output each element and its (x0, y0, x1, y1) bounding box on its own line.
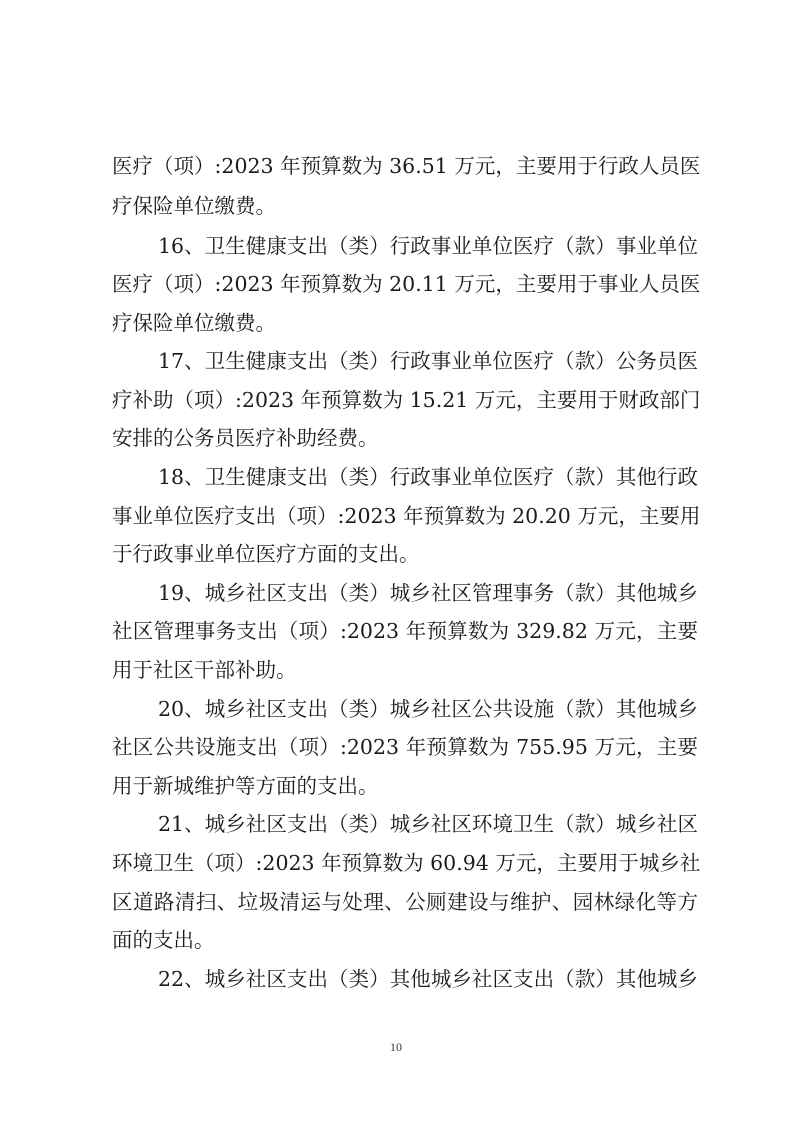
text-line: 疗保险单位缴费。 (112, 311, 276, 335)
paragraph-21-start: 21、城乡社区支出（类）城乡社区环境卫生（款）城乡社区 (158, 812, 698, 836)
text-line: 事业单位医疗支出（项）:2023 年预算数为 20.20 万元，主要用 (112, 504, 701, 528)
text-line: 社区管理事务支出（项）:2023 年预算数为 329.82 万元，主要 (112, 619, 698, 643)
text-line: 面的支出。 (112, 928, 215, 952)
text-line: 用于新城维护等方面的支出。 (112, 774, 379, 798)
text-line: 安排的公务员医疗补助经费。 (112, 426, 379, 450)
paragraph-18-start: 18、卫生健康支出（类）行政事业单位医疗（款）其他行政 (158, 465, 698, 489)
paragraph-20-start: 20、城乡社区支出（类）城乡社区公共设施（款）其他城乡 (158, 697, 698, 721)
text-line: 环境卫生（项）:2023 年预算数为 60.94 万元，主要用于城乡社 (112, 851, 701, 875)
page-number: 10 (390, 1040, 402, 1054)
text-line: 社区公共设施支出（项）:2023 年预算数为 755.95 万元，主要 (112, 735, 698, 759)
text-line: 于行政事业单位医疗方面的支出。 (112, 542, 420, 566)
text-line: 用于社区干部补助。 (112, 658, 297, 682)
text-line: 疗保险单位缴费。 (112, 194, 276, 218)
paragraph-17-start: 17、卫生健康支出（类）行政事业单位医疗（款）公务员医 (158, 349, 698, 373)
text-line: 区道路清扫、垃圾清运与处理、公厕建设与维护、园林绿化等方 (112, 890, 698, 914)
text-line: 疗补助（项）:2023 年预算数为 15.21 万元，主要用于财政部门 (112, 388, 701, 412)
text-line: 医疗（项）:2023 年预算数为 20.11 万元，主要用于事业人员医 (112, 272, 701, 296)
text-line: 医疗（项）:2023 年预算数为 36.51 万元，主要用于行政人员医 (112, 154, 701, 178)
paragraph-22-start: 22、城乡社区支出（类）其他城乡社区支出（款）其他城乡 (158, 967, 698, 991)
paragraph-16-start: 16、卫生健康支出（类）行政事业单位医疗（款）事业单位 (158, 234, 698, 258)
paragraph-19-start: 19、城乡社区支出（类）城乡社区管理事务（款）其他城乡 (158, 581, 698, 605)
